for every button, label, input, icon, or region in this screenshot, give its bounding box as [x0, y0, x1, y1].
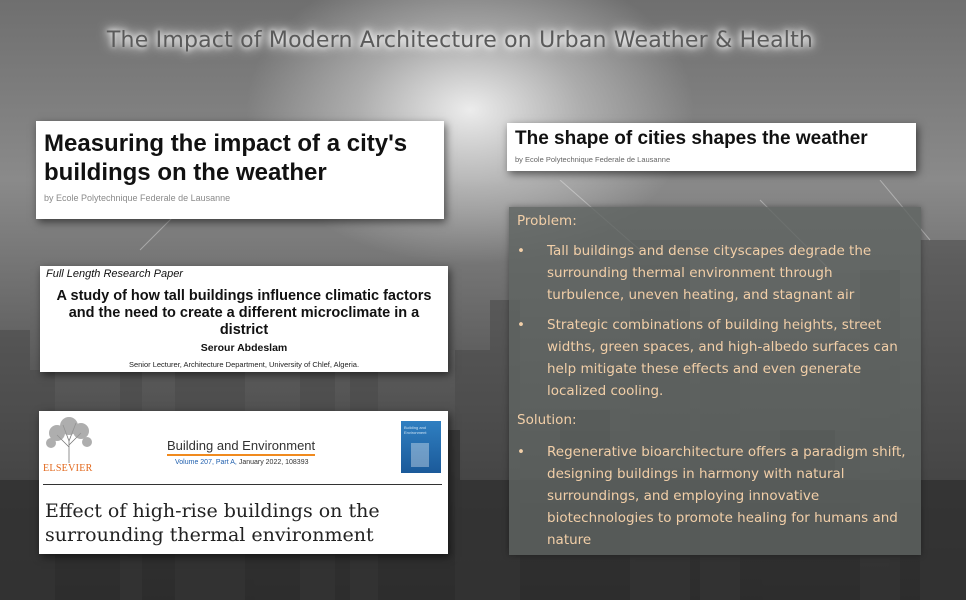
journal-article-title: Effect of high-rise buildings on the surrounding thermal environment: [45, 500, 380, 546]
list-item: • Regenerative bioarchitecture offers a paradigm shift, designing buildings in harmony with natural surroundings, and employing innovative biotechnologies to promote healing for humans and nature: [509, 441, 909, 551]
paper-affiliation: Senior Lecturer, Architecture Department, University of Chlef, Algeria.: [128, 360, 360, 369]
publisher-name: ELSEVIER: [43, 463, 93, 474]
journal-volume: [175, 459, 309, 466]
bullet-icon: •: [517, 243, 525, 259]
list-item: • Strategic combinations of building heights, street widths, green spaces, and high-albedo surfaces can help mitigate these effects and even generate localized cooling.: [509, 314, 909, 402]
volume-link[interactable]: Volume 207, Part A,: [175, 459, 237, 466]
epfl-article-card-2: [507, 123, 916, 171]
list-item: • Tall buildings and dense cityscapes degrade the surrounding thermal environment through turbulence, uneven heating, and stagnant air: [509, 240, 909, 306]
problem-heading: Problem:: [517, 213, 577, 229]
journal-cover-image: [401, 421, 441, 473]
problem-list: [509, 240, 909, 410]
problem-solution-panel: [509, 207, 921, 555]
solution-heading: Solution:: [517, 412, 577, 428]
article-byline: by Ecole Polytechnique Federale de Lausanne: [515, 155, 671, 164]
journal-name: Building and Environment: [167, 438, 315, 456]
paper-type-label: Full Length Research Paper: [46, 268, 183, 280]
slide-title: The Impact of Modern Architecture on Urban Weather & Health: [106, 28, 814, 53]
elsevier-tree-logo-icon: [43, 417, 95, 463]
journal-cover-title: Building and Environment: [404, 425, 427, 435]
solution-list: [509, 441, 909, 559]
epfl-article-card-1: [36, 121, 444, 219]
divider: [43, 484, 442, 485]
article-headline: The shape of cities shapes the weather: [515, 128, 868, 149]
paper-title: A study of how tall buildings influence climatic factors and the need to create a different microclimate in a district: [56, 288, 432, 338]
bullet-icon: •: [517, 444, 525, 460]
article-byline: by Ecole Polytechnique Federale de Lausanne: [44, 193, 231, 203]
article-headline: Measuring the impact of a city's buildings on the weather: [44, 130, 408, 186]
paper-author: Serour Abdeslam: [200, 342, 288, 354]
cover-building-shape: [411, 443, 429, 467]
volume-date: January 2022, 108393: [236, 459, 309, 466]
bullet-icon: •: [517, 317, 525, 333]
research-paper-card: [40, 266, 448, 372]
elsevier-journal-card: [39, 411, 448, 554]
